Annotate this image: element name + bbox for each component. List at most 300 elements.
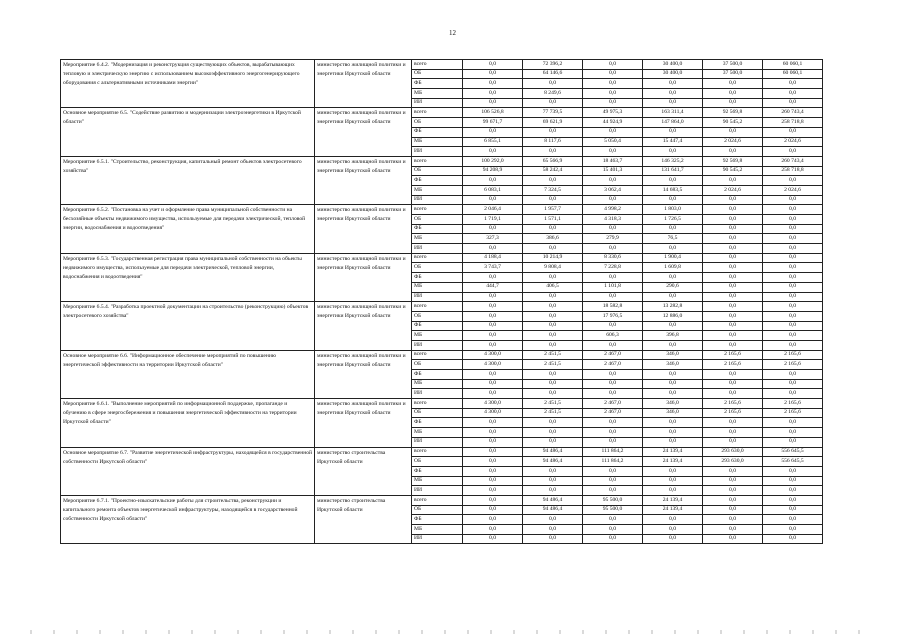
amount-cell: 2 165,6 <box>763 399 823 409</box>
amount-cell: 5 050,4 <box>583 137 643 147</box>
amount-cell: 2 165,6 <box>763 350 823 360</box>
amount-cell: 0,0 <box>703 176 763 186</box>
amount-cell: 0,0 <box>703 302 763 312</box>
amount-cell: 0,0 <box>583 525 643 535</box>
amount-cell: 0,0 <box>643 379 703 389</box>
amount-cell: 0,0 <box>703 525 763 535</box>
responsible-executor: министерство жилищной политики и энергетики Иркутской области <box>315 253 412 301</box>
amount-cell: 92 569,8 <box>703 156 763 166</box>
funding-source: МБ <box>412 428 463 438</box>
funding-source: ОБ <box>412 408 463 418</box>
amount-cell: 4 318,3 <box>583 215 643 225</box>
funding-source: ФБ <box>412 127 463 137</box>
amount-cell: 0,0 <box>463 447 523 457</box>
amount-cell: 0,0 <box>703 389 763 399</box>
amount-cell: 0,0 <box>463 340 523 350</box>
amount-cell: 99 671,7 <box>463 118 523 128</box>
amount-cell: 106 526,8 <box>463 108 523 118</box>
amount-cell: 0,0 <box>583 534 643 544</box>
amount-cell: 0,0 <box>763 466 823 476</box>
amount-cell: 0,0 <box>523 534 583 544</box>
amount-cell: 0,0 <box>523 79 583 89</box>
amount-cell: 18 463,7 <box>583 156 643 166</box>
amount-cell: 94 486,4 <box>523 457 583 467</box>
amount-cell: 386,6 <box>523 234 583 244</box>
amount-cell: 0,0 <box>583 176 643 186</box>
amount-cell: 0,0 <box>703 340 763 350</box>
funding-source: всего <box>412 302 463 312</box>
amount-cell: 0,0 <box>703 515 763 525</box>
amount-cell: 0,0 <box>523 224 583 234</box>
amount-cell: 346,0 <box>643 399 703 409</box>
amount-cell: 293 630,0 <box>703 447 763 457</box>
amount-cell: 0,0 <box>463 98 523 108</box>
amount-cell: 0,0 <box>643 292 703 302</box>
amount-cell: 0,0 <box>523 515 583 525</box>
funding-source: ФБ <box>412 466 463 476</box>
amount-cell: 90 545,2 <box>703 166 763 176</box>
activity-description: Мероприятие 6.5.1. "Строительство, реконструкция, капитальный ремонт объектов электросетевого хозяйства" <box>61 156 315 204</box>
responsible-executor: министерство жилищной политики и энергетики Иркутской области <box>315 60 412 108</box>
amount-cell: 37 500,0 <box>703 69 763 79</box>
funding-source: ФБ <box>412 176 463 186</box>
funding-source: ФБ <box>412 321 463 331</box>
amount-cell: 24 139,4 <box>643 505 703 515</box>
amount-cell: 0,0 <box>703 437 763 447</box>
amount-cell: 77 739,5 <box>523 108 583 118</box>
amount-cell: 2 165,6 <box>703 399 763 409</box>
amount-cell: 260 743,4 <box>763 156 823 166</box>
amount-cell: 0,0 <box>763 302 823 312</box>
amount-cell: 0,0 <box>523 302 583 312</box>
amount-cell: 0,0 <box>763 525 823 535</box>
amount-cell: 0,0 <box>703 321 763 331</box>
funding-source: ИИ <box>412 147 463 157</box>
amount-cell: 0,0 <box>463 292 523 302</box>
amount-cell: 0,0 <box>763 292 823 302</box>
amount-cell: 0,0 <box>463 534 523 544</box>
amount-cell: 0,0 <box>523 321 583 331</box>
amount-cell: 0,0 <box>703 253 763 263</box>
amount-cell: 0,0 <box>523 98 583 108</box>
amount-cell: 17 976,5 <box>583 311 643 321</box>
amount-cell: 2 451,5 <box>523 360 583 370</box>
amount-cell: 0,0 <box>643 89 703 99</box>
amount-cell: 1 101,8 <box>583 282 643 292</box>
funding-source: МБ <box>412 525 463 535</box>
amount-cell: 0,0 <box>523 340 583 350</box>
amount-cell: 2 165,6 <box>763 408 823 418</box>
amount-cell: 2 451,5 <box>523 399 583 409</box>
amount-cell: 0,0 <box>703 215 763 225</box>
funding-source: всего <box>412 447 463 457</box>
amount-cell: 0,0 <box>463 486 523 496</box>
amount-cell: 0,0 <box>583 224 643 234</box>
amount-cell: 0,0 <box>643 98 703 108</box>
amount-cell: 0,0 <box>463 311 523 321</box>
funding-source: МБ <box>412 379 463 389</box>
funding-source: ОБ <box>412 505 463 515</box>
amount-cell: 72 396,2 <box>523 60 583 70</box>
amount-cell: 0,0 <box>583 428 643 438</box>
amount-cell: 15 447,4 <box>643 137 703 147</box>
funding-source: всего <box>412 253 463 263</box>
amount-cell: 0,0 <box>703 428 763 438</box>
amount-cell: 0,0 <box>583 79 643 89</box>
amount-cell: 2 165,6 <box>703 350 763 360</box>
amount-cell: 0,0 <box>763 505 823 515</box>
amount-cell: 0,0 <box>583 69 643 79</box>
amount-cell: 0,0 <box>583 273 643 283</box>
amount-cell: 2 165,6 <box>703 408 763 418</box>
amount-cell: 111 864,2 <box>583 457 643 467</box>
amount-cell: 0,0 <box>463 273 523 283</box>
amount-cell: 13 282,8 <box>643 302 703 312</box>
amount-cell: 0,0 <box>763 370 823 380</box>
amount-cell: 111 864,2 <box>583 447 643 457</box>
amount-cell: 2 046,4 <box>463 205 523 215</box>
funding-source: ФБ <box>412 515 463 525</box>
amount-cell: 8 330,6 <box>583 253 643 263</box>
amount-cell: 0,0 <box>583 370 643 380</box>
amount-cell: 0,0 <box>703 311 763 321</box>
amount-cell: 0,0 <box>703 244 763 254</box>
funding-source: МБ <box>412 185 463 195</box>
amount-cell: 2 024,6 <box>763 185 823 195</box>
table-body <box>61 60 823 544</box>
amount-cell: 0,0 <box>523 379 583 389</box>
amount-cell: 290,6 <box>643 282 703 292</box>
funding-source: ОБ <box>412 69 463 79</box>
amount-cell: 0,0 <box>583 486 643 496</box>
responsible-executor: министерство жилищной политики и энергетики Иркутской области <box>315 399 412 447</box>
amount-cell: 0,0 <box>463 79 523 89</box>
amount-cell: 94 486,4 <box>523 505 583 515</box>
funding-source: ИИ <box>412 534 463 544</box>
amount-cell: 0,0 <box>703 147 763 157</box>
amount-cell: 0,0 <box>703 263 763 273</box>
funding-source: ОБ <box>412 360 463 370</box>
amount-cell: 0,0 <box>463 379 523 389</box>
amount-cell: 0,0 <box>643 273 703 283</box>
responsible-executor: министерство жилищной политики и энергетики Иркутской области <box>315 302 412 350</box>
amount-cell: 0,0 <box>763 495 823 505</box>
amount-cell: 60 060,1 <box>763 69 823 79</box>
amount-cell: 0,0 <box>523 418 583 428</box>
amount-cell: 6 083,1 <box>463 185 523 195</box>
amount-cell: 0,0 <box>763 437 823 447</box>
amount-cell: 2 024,6 <box>703 137 763 147</box>
amount-cell: 92 569,8 <box>703 108 763 118</box>
amount-cell: 0,0 <box>703 98 763 108</box>
amount-cell: 0,0 <box>703 505 763 515</box>
amount-cell: 64 146,6 <box>523 69 583 79</box>
amount-cell: 0,0 <box>523 195 583 205</box>
amount-cell: 4 998,2 <box>583 205 643 215</box>
funding-source: ИИ <box>412 340 463 350</box>
amount-cell: 346,0 <box>643 350 703 360</box>
amount-cell: 24 139,4 <box>643 447 703 457</box>
amount-cell: 0,0 <box>703 195 763 205</box>
funding-source: ОБ <box>412 311 463 321</box>
amount-cell: 15 401,3 <box>583 166 643 176</box>
amount-cell: 4 300,0 <box>463 408 523 418</box>
amount-cell: 0,0 <box>583 147 643 157</box>
amount-cell: 0,0 <box>463 466 523 476</box>
responsible-executor: министерство жилищной политики и энергетики Иркутской области <box>315 108 412 156</box>
funding-source: ФБ <box>412 370 463 380</box>
amount-cell: 0,0 <box>643 486 703 496</box>
amount-cell: 0,0 <box>463 428 523 438</box>
activity-description: Мероприятие 6.5.2. "Постановка на учет и оформление права муниципальной собственности на бесхозяйные объекты недвижимого имущества, используемые для передачи электрической, тепловой энергии, водоснабжения и водоотведения" <box>61 205 315 253</box>
amount-cell: 0,0 <box>703 224 763 234</box>
amount-cell: 94 486,4 <box>523 495 583 505</box>
funding-source: ИИ <box>412 244 463 254</box>
amount-cell: 0,0 <box>763 176 823 186</box>
amount-cell: 0,0 <box>643 437 703 447</box>
amount-cell: 406,5 <box>523 282 583 292</box>
amount-cell: 0,0 <box>523 389 583 399</box>
funding-source: ОБ <box>412 263 463 273</box>
amount-cell: 396,8 <box>643 331 703 341</box>
amount-cell: 0,0 <box>763 486 823 496</box>
amount-cell: 0,0 <box>763 98 823 108</box>
amount-cell: 0,0 <box>703 234 763 244</box>
amount-cell: 0,0 <box>763 418 823 428</box>
amount-cell: 37 500,0 <box>703 60 763 70</box>
amount-cell: 0,0 <box>463 244 523 254</box>
amount-cell: 0,0 <box>583 515 643 525</box>
amount-cell: 7 228,8 <box>583 263 643 273</box>
amount-cell: 0,0 <box>583 389 643 399</box>
amount-cell: 0,0 <box>463 476 523 486</box>
amount-cell: 0,0 <box>643 370 703 380</box>
amount-cell: 69 621,9 <box>523 118 583 128</box>
amount-cell: 24 139,4 <box>643 495 703 505</box>
amount-cell: 100 292,0 <box>463 156 523 166</box>
amount-cell: 60 060,1 <box>763 60 823 70</box>
amount-cell: 8 249,6 <box>523 89 583 99</box>
amount-cell: 14 683,5 <box>643 185 703 195</box>
amount-cell: 0,0 <box>463 525 523 535</box>
funding-source: всего <box>412 350 463 360</box>
table-row <box>61 350 823 360</box>
amount-cell: 0,0 <box>583 321 643 331</box>
responsible-executor: министерство строительства Иркутской области <box>315 447 412 495</box>
amount-cell: 3 062,4 <box>583 185 643 195</box>
amount-cell: 0,0 <box>703 79 763 89</box>
amount-cell: 0,0 <box>523 311 583 321</box>
amount-cell: 76,5 <box>643 234 703 244</box>
table-row <box>61 108 823 118</box>
amount-cell: 0,0 <box>763 428 823 438</box>
amount-cell: 8 117,6 <box>523 137 583 147</box>
amount-cell: 0,0 <box>523 476 583 486</box>
funding-source: МБ <box>412 476 463 486</box>
amount-cell: 0,0 <box>763 282 823 292</box>
amount-cell: 0,0 <box>763 321 823 331</box>
amount-cell: 346,0 <box>643 360 703 370</box>
activity-description: Мероприятие 6.5.3. "Государственная регистрация права муниципальной собственности на объекты недвижимого имущества, используемые для передачи электрической, тепловой энергии, водоснабжения и водоотведения" <box>61 253 315 301</box>
amount-cell: 2 024,6 <box>763 137 823 147</box>
table-row <box>61 302 823 312</box>
amount-cell: 0,0 <box>763 253 823 263</box>
amount-cell: 0,0 <box>463 127 523 137</box>
amount-cell: 0,0 <box>643 428 703 438</box>
amount-cell: 1 609,8 <box>643 263 703 273</box>
amount-cell: 0,0 <box>643 195 703 205</box>
amount-cell: 0,0 <box>463 457 523 467</box>
funding-source: всего <box>412 60 463 70</box>
funding-source: МБ <box>412 282 463 292</box>
amount-cell: 65 566,9 <box>523 156 583 166</box>
funding-source: ИИ <box>412 389 463 399</box>
amount-cell: 0,0 <box>463 224 523 234</box>
amount-cell: 44 924,9 <box>583 118 643 128</box>
amount-cell: 49 975,3 <box>583 108 643 118</box>
amount-cell: 0,0 <box>643 79 703 89</box>
amount-cell: 1 571,1 <box>523 215 583 225</box>
amount-cell: 0,0 <box>523 176 583 186</box>
amount-cell: 0,0 <box>763 389 823 399</box>
amount-cell: 0,0 <box>703 418 763 428</box>
funding-source: ОБ <box>412 215 463 225</box>
amount-cell: 444,7 <box>463 282 523 292</box>
amount-cell: 18 582,8 <box>583 302 643 312</box>
amount-cell: 0,0 <box>703 127 763 137</box>
amount-cell: 0,0 <box>583 292 643 302</box>
table-row <box>61 60 823 70</box>
amount-cell: 0,0 <box>463 321 523 331</box>
amount-cell: 0,0 <box>463 69 523 79</box>
amount-cell: 90 545,2 <box>703 118 763 128</box>
activity-description: Мероприятие 6.5.4. "Разработка проектной документации на строительство (реконструкцию) объектов электросетевого хозяйства" <box>61 302 315 350</box>
amount-cell: 0,0 <box>643 147 703 157</box>
amount-cell: 327,3 <box>463 234 523 244</box>
amount-cell: 0,0 <box>703 379 763 389</box>
amount-cell: 556 645,5 <box>763 447 823 457</box>
amount-cell: 556 645,5 <box>763 457 823 467</box>
amount-cell: 0,0 <box>583 340 643 350</box>
amount-cell: 163 311,4 <box>643 108 703 118</box>
amount-cell: 0,0 <box>523 486 583 496</box>
funding-source: всего <box>412 495 463 505</box>
amount-cell: 0,0 <box>703 205 763 215</box>
amount-cell: 346,0 <box>643 408 703 418</box>
amount-cell: 0,0 <box>763 205 823 215</box>
amount-cell: 0,0 <box>763 263 823 273</box>
amount-cell: 24 139,4 <box>643 457 703 467</box>
activity-description: Мероприятие 6.6.1. "Выполнение мероприятий по информационной поддержке, пропаганде и обучению в сфере энергосбережения и повышения энергетической эффективности на территории Иркутской области" <box>61 399 315 447</box>
amount-cell: 0,0 <box>643 525 703 535</box>
amount-cell: 95 500,0 <box>583 505 643 515</box>
amount-cell: 12 886,0 <box>643 311 703 321</box>
amount-cell: 147 864,0 <box>643 118 703 128</box>
amount-cell: 0,0 <box>643 534 703 544</box>
amount-cell: 0,0 <box>703 495 763 505</box>
amount-cell: 0,0 <box>463 515 523 525</box>
amount-cell: 4 188,4 <box>463 253 523 263</box>
amount-cell: 10 214,9 <box>523 253 583 263</box>
responsible-executor: министерство жилищной политики и энергетики Иркутской области <box>315 205 412 253</box>
amount-cell: 58 242,4 <box>523 166 583 176</box>
amount-cell: 1 900,4 <box>643 253 703 263</box>
amount-cell: 0,0 <box>703 486 763 496</box>
amount-cell: 0,0 <box>523 331 583 341</box>
table-row <box>61 495 823 505</box>
funding-source: ИИ <box>412 195 463 205</box>
amount-cell: 0,0 <box>463 389 523 399</box>
amount-cell: 0,0 <box>763 195 823 205</box>
amount-cell: 4 300,0 <box>463 350 523 360</box>
amount-cell: 0,0 <box>463 302 523 312</box>
funding-source: ИИ <box>412 437 463 447</box>
funding-source: всего <box>412 156 463 166</box>
table-row <box>61 156 823 166</box>
activity-description: Мероприятие 6.4.2. "Модернизация и реконструкция существующих объектов, вырабатывающих тепловую и электрическую энергию с использованием высокоэффективного энергогенерирующего оборудования с альтернативными источниками энергии" <box>61 60 315 108</box>
amount-cell: 0,0 <box>523 127 583 137</box>
funding-source: ОБ <box>412 166 463 176</box>
amount-cell: 0,0 <box>523 525 583 535</box>
amount-cell: 0,0 <box>583 379 643 389</box>
amount-cell: 0,0 <box>463 331 523 341</box>
amount-cell: 0,0 <box>643 340 703 350</box>
amount-cell: 0,0 <box>463 147 523 157</box>
amount-cell: 0,0 <box>643 389 703 399</box>
funding-source: ОБ <box>412 118 463 128</box>
amount-cell: 0,0 <box>703 370 763 380</box>
amount-cell: 0,0 <box>763 127 823 137</box>
amount-cell: 2 467,0 <box>583 399 643 409</box>
amount-cell: 0,0 <box>463 495 523 505</box>
funding-source: МБ <box>412 89 463 99</box>
funding-source: всего <box>412 108 463 118</box>
amount-cell: 2 165,6 <box>763 360 823 370</box>
scan-edge-noise <box>30 630 870 634</box>
amount-cell: 0,0 <box>643 418 703 428</box>
amount-cell: 2 165,6 <box>703 360 763 370</box>
amount-cell: 1 957,7 <box>523 205 583 215</box>
amount-cell: 0,0 <box>583 418 643 428</box>
amount-cell: 0,0 <box>643 224 703 234</box>
amount-cell: 0,0 <box>763 534 823 544</box>
amount-cell: 0,0 <box>463 437 523 447</box>
amount-cell: 94 486,4 <box>523 447 583 457</box>
amount-cell: 260 743,4 <box>763 108 823 118</box>
amount-cell: 0,0 <box>643 515 703 525</box>
amount-cell: 0,0 <box>703 534 763 544</box>
amount-cell: 94 208,9 <box>463 166 523 176</box>
amount-cell: 0,0 <box>583 244 643 254</box>
amount-cell: 0,0 <box>763 331 823 341</box>
amount-cell: 30 400,0 <box>643 60 703 70</box>
amount-cell: 0,0 <box>463 418 523 428</box>
amount-cell: 606,3 <box>583 331 643 341</box>
responsible-executor: министерство жилищной политики и энергетики Иркутской области <box>315 156 412 204</box>
amount-cell: 4 300,0 <box>463 399 523 409</box>
amount-cell: 7 324,5 <box>523 185 583 195</box>
funding-source: всего <box>412 399 463 409</box>
amount-cell: 0,0 <box>523 428 583 438</box>
amount-cell: 0,0 <box>703 476 763 486</box>
responsible-executor: министерство строительства Иркутской области <box>315 495 412 543</box>
table-row <box>61 205 823 215</box>
amount-cell: 2 467,0 <box>583 350 643 360</box>
amount-cell: 0,0 <box>763 215 823 225</box>
amount-cell: 0,0 <box>763 89 823 99</box>
amount-cell: 0,0 <box>763 244 823 254</box>
amount-cell: 258 718,8 <box>763 166 823 176</box>
